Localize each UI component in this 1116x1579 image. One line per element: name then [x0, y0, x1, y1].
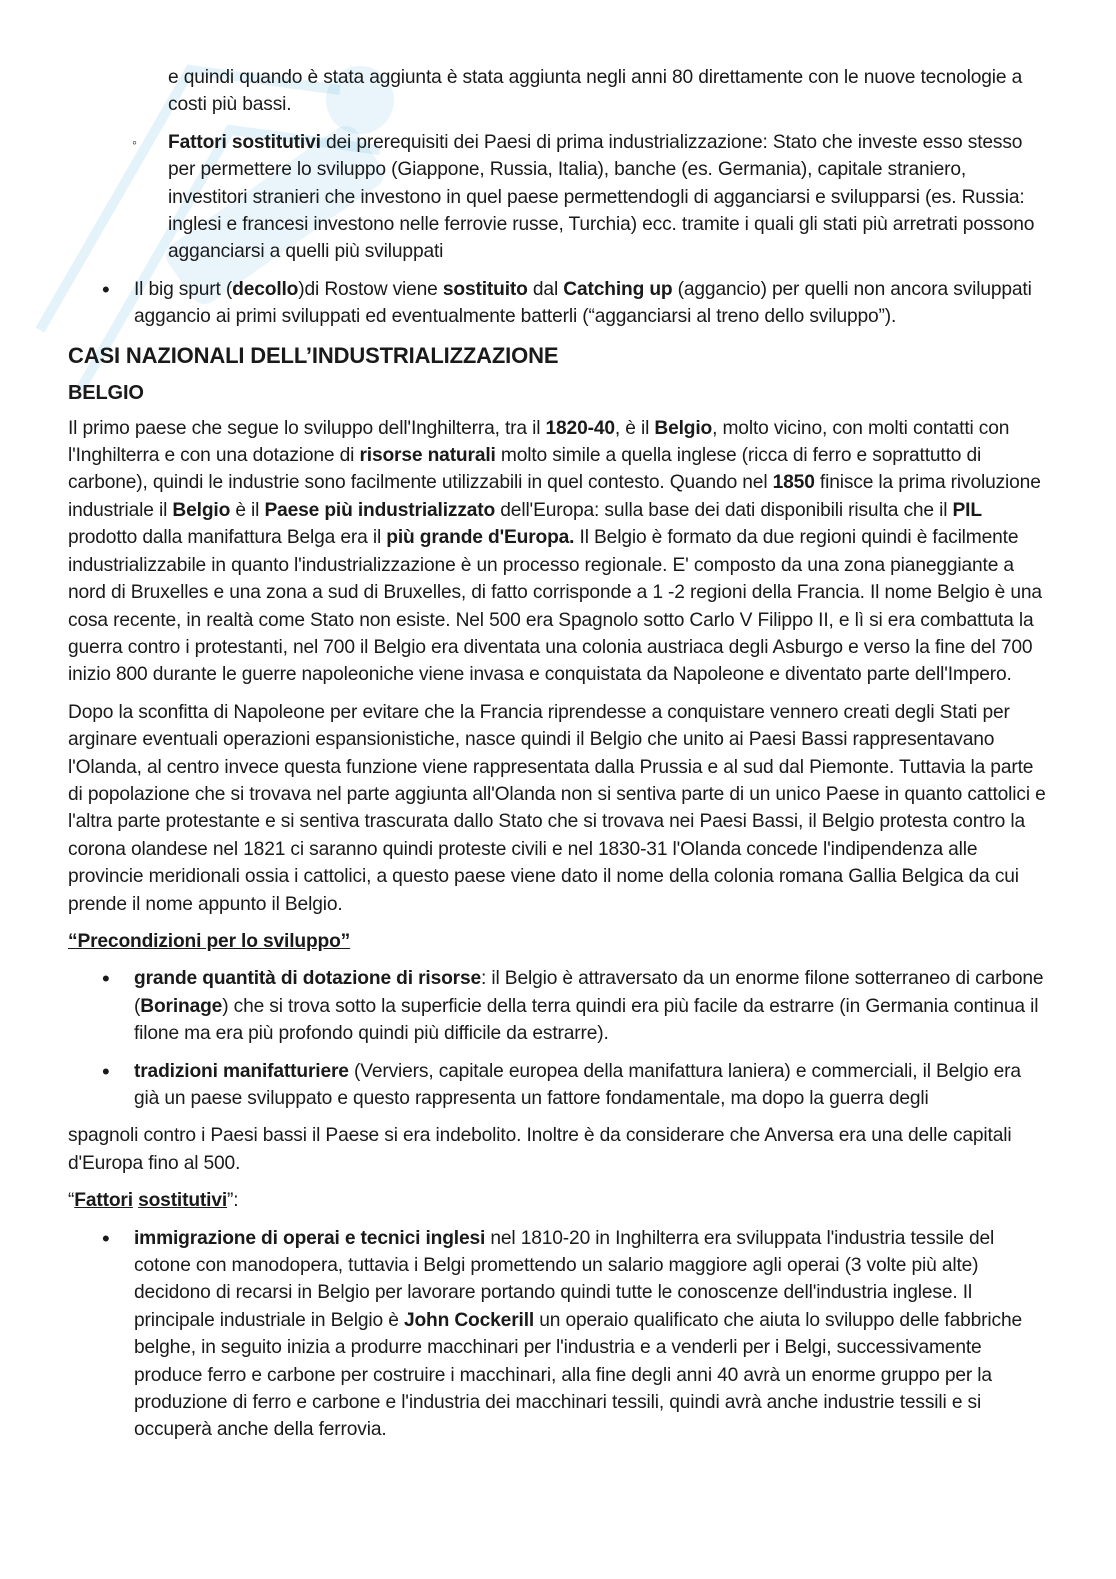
bullet-icon: • [102, 1225, 110, 1251]
paragraph-anversa: spagnoli contro i Paesi bassi il Paese si era indebolito. Inoltre è da considerare che Anversa era una delle capitali d'Europa fino al 500. [68, 1125, 1012, 1174]
list-item-fattori-sostitutivi: ◦ Fattori sostitutivi dei prerequisiti dei Paesi di prima industrializzazione: Stato che investe esso stesso per permettere lo sviluppo (Giappone, Russia, Italia), banche (es. Germania), capitale straniero, investitori stranieri che investono in quel paese permettendogli di agganciarsi e svilupparsi (es. Russia: inglesi e francesi investono nelle ferrovie russe, Turchia) ecc. tramite i quali gli stati più arretrati possono agganciarsi a quelli più sviluppati [168, 129, 1048, 266]
bullet-icon: • [102, 966, 110, 992]
document-body [68, 64, 1048, 1454]
section-heading: CASI NAZIONALI DELL’INDUSTRIALIZZAZIONE [68, 342, 559, 368]
hollow-bullet-icon: ◦ [132, 133, 137, 150]
precondizioni-heading: “Precondizioni per lo sviluppo” [68, 930, 351, 952]
bullet-icon: • [102, 1058, 110, 1084]
subsection-heading-belgio: BELGIO [68, 381, 144, 404]
paragraph-napoleone: Dopo la sconfitta di Napoleone per evitare che la Francia riprendesse a conquistare vennero creati degli Stati per arginare eventuali operazioni espansionistiche, nasce quindi il Belgio che unito ai Paesi Bassi rappresentavano l'Olanda, al centro invece questa funzione viene rappresentata dalla Prussia e al sud dal Piemonte. Tuttavia la parte di popolazione che si trovava nel parte aggiunta all'Olanda non si sentiva parte di un unico Paese in quanto cattolici e l'altra parte protestante e si sentiva trascurata dallo Stato che si trovava nei Paesi Bassi, il Belgio protesta contro la corona olandese nel 1821 ci saranno quindi proteste civili e nel 1830-31 l'Olanda concede l'indipendenza alle provincie meridionali ossia i cattolici, a questo paese viene dato il nome della colonia romana Gallia Belgica da cui prende il nome appunto il Belgio. [68, 701, 1046, 915]
list-item-risorse: • grande quantità di dotazione di risorse: il Belgio è attraversato da un enorme filone sotterraneo di carbone (Borinage) che si trova sotto la superficie della terra quindi era più facile da estrarre (in Germania continua il filone ma era più profondo quindi più difficile da estrarre). [102, 966, 1044, 1045]
paragraph-belgio-intro: Il primo paese che segue lo sviluppo dell'Inghilterra, tra il 1820-40, è il Belgio, molto vicino, con molti contatti con l'Inghilterra e con una dotazione di risorse naturali molto simile a quella inglese (ricca di ferro e soprattutto di carbone), quindi le industrie sono facilmente utilizzabili in quel contesto. Quando nel 1850 finisce la prima rivoluzione industriale il Belgio è il Paese più industrializzato dell'Europa: sulla base dei dati disponibili risulta che il PIL prodotto dalla manifattura Belga era il più grande d'Europa. Il Belgio è formato da due regioni quindi è facilmente industrializzabile in quanto l'industrializzazione è un processo regionale. E' composto da una zona pianeggiante a nord di Bruxelles e una zona a sud di Bruxelles, di fatto corrisponde a 1 -2 regioni della Francia. Il nome Belgio è una cosa recente, in realtà come Stato non esiste. Nel 500 era Spagnolo sotto Carlo V Filippo II, e lì si era combattuta la guerra contro i protestanti, nel 700 il Belgio era diventata una colonia austriaca degli Asburgo e verso la fine del 700 inizio 800 durante le guerre napoleoniche viene invasa e conquistata da Napoleone e diventato parte dell'Impero. [68, 417, 1042, 686]
intro-continuation: e quindi quando è stata aggiunta è stata aggiunta negli anni 80 direttamente con le nuove tecnologie a costi più bassi. [168, 67, 1023, 116]
fattori-heading: “Fattori sostitutivi”: [68, 1190, 239, 1212]
list-item-immigrazione: • immigrazione di operai e tecnici inglesi nel 1810-20 in Inghilterra era sviluppata l'industria tessile del cotone con manodopera, tuttavia i Belgi promettendo un salario maggiore agli operai (3 volte più alte) decidono di recarsi in Belgio per lavorare portando quindi tutte le conoscenze dell'industria inglese. Il principale industriale in Belgio è John Cockerill un operaio qualificato che aiuta lo sviluppo delle fabbriche belghe, in seguito inizia a produrre macchinari per l'industria e a venderli per i Belgi, successivamente produce ferro e carbone per costruire i macchinari, alla fine degli anni 40 avrà un enorme gruppo per la produzione di ferro e carbone e l'industria dei macchinari tessili, quindi avrà anche industrie tessili e si occuperà anche della ferrovia. [102, 1225, 1022, 1441]
bold-term: Fattori sostitutivi [168, 131, 321, 153]
list-item-big-spurt: • Il big spurt (decollo)di Rostow viene sostituito dal Catching up (aggancio) per quelli non ancora sviluppati aggancio ai primi sviluppati ed eventualmente batterli (“agganciarsi al treno dello sviluppo”). [102, 276, 1032, 328]
list-item-tradizioni: • tradizioni manifatturiere (Verviers, capitale europea della manifattura laniera) e commerciali, il Belgio era già un paese sviluppato e questo rappresenta un fattore fondamentale, ma dopo la guerra degli [102, 1058, 1021, 1109]
bullet-icon: • [102, 276, 110, 302]
